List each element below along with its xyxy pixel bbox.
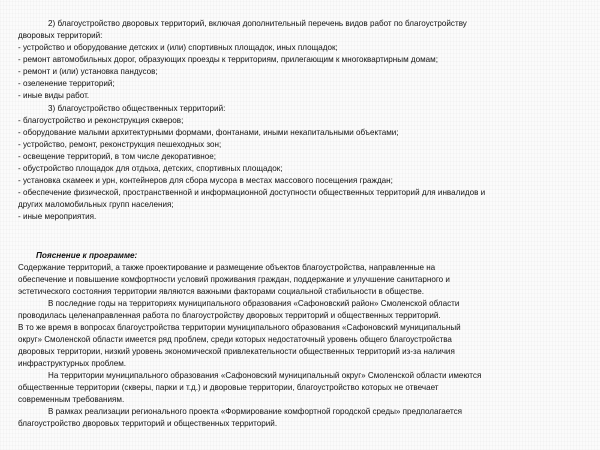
- section2-title: 2) благоустройство дворовых территорий, включая дополнительный перечень видов работ по благоустройству: [48, 19, 467, 28]
- list-item: - ремонт и (или) установка пандусов;: [18, 67, 158, 76]
- paragraph-line: В последние годы на территориях муниципального образования «Сафоновский район» Смоленской области: [48, 299, 460, 308]
- list-item: - устройство и оборудование детских и (или) спортивных площадок, иных площадок;: [18, 43, 338, 52]
- list-item: - иные мероприятия.: [18, 212, 97, 221]
- list-item: - иные виды работ.: [18, 91, 90, 100]
- paragraph-line: общественные территории (скверы, парки и т.д.) и дворовые территории, благоустройство которых не отвечает: [18, 383, 439, 392]
- paragraph-line: проводилась целенаправленная работа по благоустройству дворовых территорий и общественных территорий.: [18, 311, 441, 320]
- paragraph-line: дворовых территории, низкий уровень экономической привлекательности общественных территорий из-за наличия: [18, 347, 455, 356]
- list-item: - обеспечение физической, пространственной и информационной доступности общественных территорий для инвалидов и: [18, 188, 486, 197]
- explanation-heading: Пояснение к программе:: [36, 251, 138, 260]
- list-item: - установка скамеек и урн, контейнеров для сбора мусора в местах массового посещения граждан;: [18, 176, 393, 185]
- paragraph-line: В рамках реализации регионального проекта «Формирование комфортной городской среды» предполагается: [48, 407, 463, 416]
- list-item: - устройство, ремонт, реконструкция пешеходных зон;: [18, 140, 222, 149]
- paragraph-line: эстетического состояния территории являются важными факторами социальной стабильности в обществе.: [18, 287, 425, 296]
- section2-title-cont: дворовых территорий:: [18, 31, 103, 40]
- list-item: - освещение территорий, в том числе декоративное;: [18, 152, 216, 161]
- list-item: - благоустройство и реконструкция скверов;: [18, 116, 184, 125]
- list-item: - обустройство площадок для отдыха, детских, спортивных площадок;: [18, 164, 283, 173]
- paragraph-line: На территории муниципального образования «Сафоновский муниципальный округ» Смоленской области имеются: [48, 371, 482, 380]
- list-item: - озеленение территорий;: [18, 79, 115, 88]
- paragraph-line: инфраструктурных проблем.: [18, 359, 127, 368]
- paragraph-line: Содержание территорий, а также проектирование и размещение объектов благоустройства, направленные на: [18, 263, 436, 272]
- list-item: - ремонт автомобильных дорог, образующих проезды к территориям, прилегающим к многоквартирным домам;: [18, 55, 438, 64]
- paragraph-line: благоустройство дворовых территорий и общественных территорий.: [18, 419, 278, 428]
- paragraph-line: округ» Смоленской области имеется ряд проблем, среди которых недостаточный уровень общего благоустройства: [18, 335, 452, 344]
- paragraph-line: современным требованиям.: [18, 395, 125, 404]
- paragraph-line: В то же время в вопросах благоустройства территории муниципального образования «Сафоновский муниципальный: [18, 323, 461, 332]
- list-item: - оборудование малыми архитектурными формами, фонтанами, иными некапитальными объектами;: [18, 128, 399, 137]
- section3-title: 3) благоустройство общественных территорий:: [48, 104, 226, 113]
- paragraph-line: обеспечение и повышение комфортности условий проживания граждан, поддержание и улучшение санитарного и: [18, 275, 450, 284]
- list-item-cont: других маломобильных групп населения;: [18, 200, 174, 209]
